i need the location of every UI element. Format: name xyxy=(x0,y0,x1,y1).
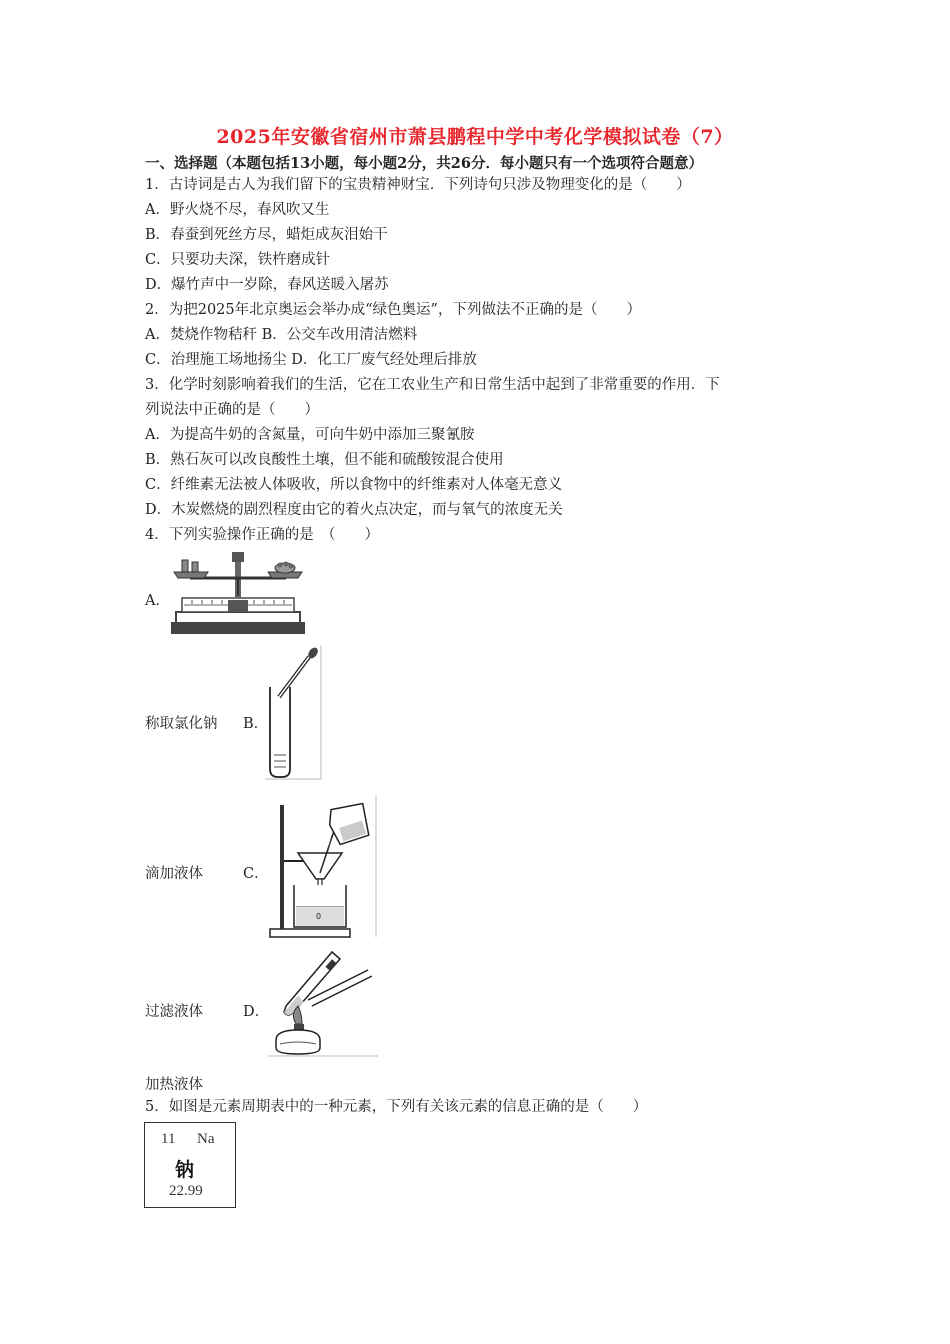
exam-title: 2025年安徽省宿州市萧县鹏程中学中考化学模拟试卷（7） xyxy=(216,126,734,148)
question-4-option-c-label: C． xyxy=(243,866,269,882)
section-heading-choice: 一、选择题（本题包括13小题，每小题2分，共26分．每小题只有一个选项符合题意） xyxy=(145,155,703,172)
question-4-option-d-caption: 加热液体 xyxy=(145,1077,203,1093)
question-3-option-b: B．熟石灰可以改良酸性土壤，但不能和硫酸铵混合使用 xyxy=(145,452,504,468)
filtration-apparatus-figure xyxy=(268,795,378,940)
question-4-option-a-label: A． xyxy=(145,593,170,609)
periodic-table-element-card xyxy=(144,1122,236,1208)
element-name: 钠 xyxy=(175,1159,195,1181)
question-3-stem-line-1: 3．化学时刻影响着我们的生活，它在工农业生产和日常生活中起到了非常重要的作用．下 xyxy=(145,377,720,393)
question-2-options-ab: A．焚烧作物秸秆 B．公交车改用清洁燃料 xyxy=(145,327,418,343)
question-3-option-c: C．纤维素无法被人体吸收，所以食物中的纤维素对人体毫无意义 xyxy=(145,477,563,493)
question-1-stem: 1．古诗词是古人为我们留下的宝贵精神财宝．下列诗句只涉及物理变化的是（ ） xyxy=(145,177,691,193)
question-2-stem: 2．为把2025年北京奥运会举办成“绿色奥运”，下列做法不正确的是（ ） xyxy=(145,302,641,318)
question-4-option-b-caption: 滴加液体 xyxy=(145,866,203,882)
question-4-option-b-label: B． xyxy=(243,716,269,732)
element-symbol: Na xyxy=(197,1131,215,1147)
question-3-option-d: D．木炭燃烧的剧烈程度由它的着火点决定，而与氧气的浓度无关 xyxy=(145,502,563,518)
question-1-option-b: B．春蚕到死丝方尽，蜡炬成灰泪始干 xyxy=(145,227,388,243)
question-2-options-cd: C．治理施工场地扬尘 D．化工厂废气经处理后排放 xyxy=(145,352,477,368)
question-3-option-a: A．为提高牛奶的含氮量，可向牛奶中添加三聚氰胺 xyxy=(145,427,475,443)
question-4-option-a-caption: 称取氯化钠 xyxy=(145,716,218,732)
question-5-stem: 5．如图是元素周期表中的一种元素，下列有关该元素的信息正确的是（ ） xyxy=(145,1099,648,1115)
question-1-option-d: D．爆竹声中一岁除，春风送暖入屠苏 xyxy=(145,277,389,293)
element-atomic-mass: 22.99 xyxy=(169,1183,203,1199)
question-1-option-c: C．只要功夫深，铁杵磨成针 xyxy=(145,252,331,268)
question-4-option-d-label: D． xyxy=(243,1004,270,1020)
balance-scale-figure xyxy=(168,548,308,638)
element-atomic-number: 11 xyxy=(161,1131,176,1147)
dropper-test-tube-figure xyxy=(265,645,325,781)
svg-text:0: 0 xyxy=(316,912,322,921)
question-3-stem-line-2: 列说法中正确的是（ ） xyxy=(145,402,319,418)
question-1-option-a: A．野火烧不尽，春风吹又生 xyxy=(145,202,330,218)
question-4-stem: 4．下列实验操作正确的是 （ ） xyxy=(145,527,379,543)
question-4-option-c-caption: 过滤液体 xyxy=(145,1004,203,1020)
alcohol-lamp-heating-figure xyxy=(268,948,380,1060)
